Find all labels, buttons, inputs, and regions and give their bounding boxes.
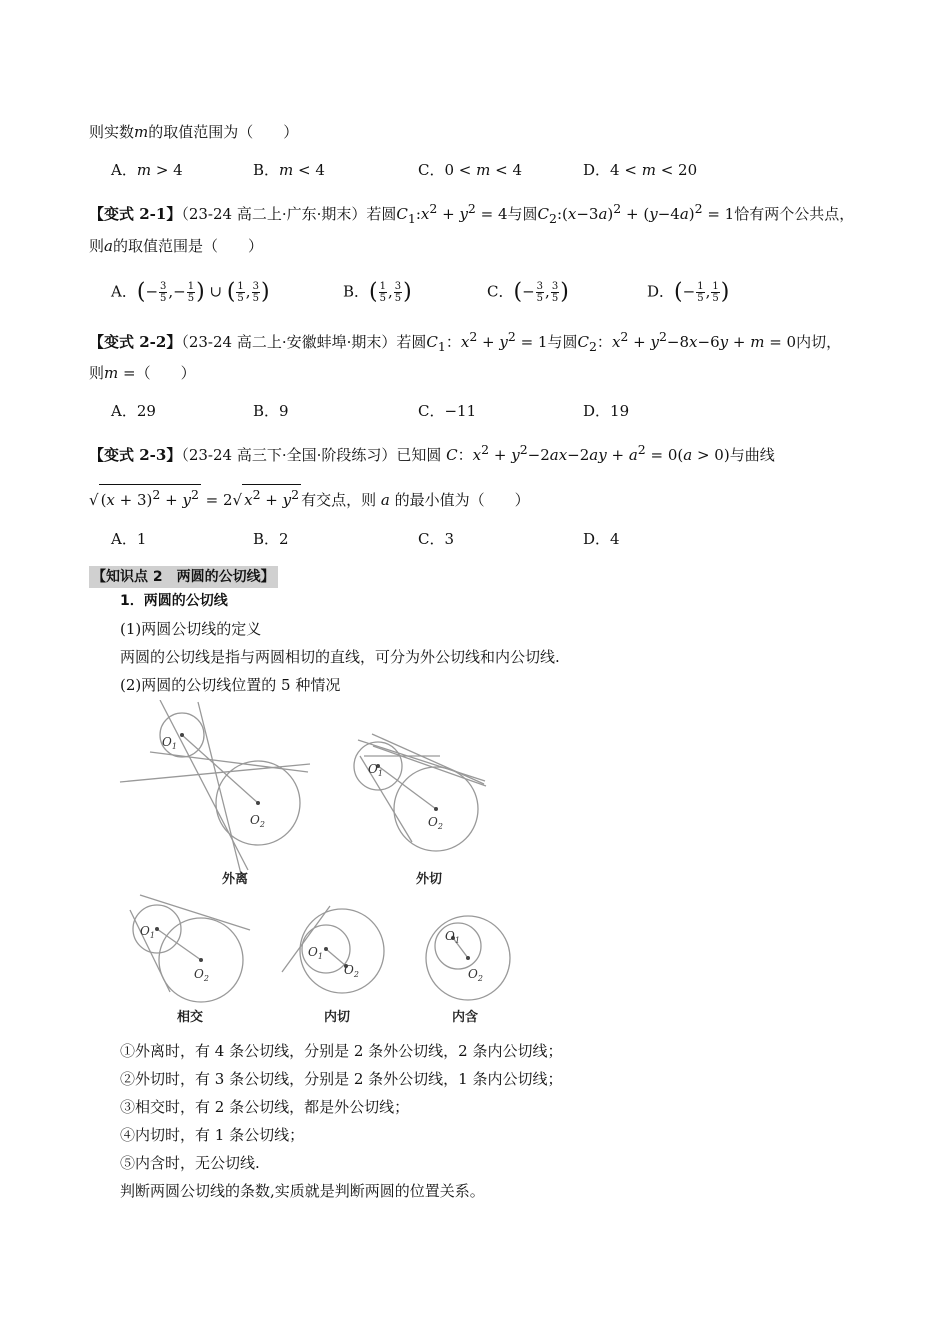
question-2-1-line1: 【变式 2-1】（23-24 高二上·广东·期末）若圆$C_1:x^2 + y^2 = 4$与圆$C_2:(x-3a)^2 + (y-4a)^2 = 1$恰有两个公共点， [89,201,855,226]
option-d: D．4 < m < 20 [583,161,698,179]
svg-text:O2: $O_2$ [194,967,209,983]
definition-title: (1)两圆公切线的定义 [120,620,262,638]
tangent-lines-figure [110,700,530,1040]
option-c: C．0 < m < 4 [418,161,523,179]
figure-separate [120,700,310,878]
option-b: B．( $\frac{1}{5}$ , $\frac{3}{5}$ ) [343,279,412,305]
svg-text:内含: 内含 [452,1010,479,1025]
option-c: C．3 [418,530,455,548]
svg-text:O1: $O_1$ [368,762,383,778]
question-2-3-line1: 【变式 2-3】（23-24 高三下·全国·阶段练习）已知圆 C：$x^2 + y^2-2ax-2ay + a^2 = 0(a > 0)$与曲线 [89,442,775,464]
definition-text: 两圆的公切线是指与两圆相切的直线，可分为外公切线和内公切线. [120,648,560,666]
section-title: 【知识点 2 两圆的公切线】 [89,566,278,588]
figure-tangent-inner [282,906,384,993]
option-d: D．19 [583,402,630,420]
option-b: B．9 [253,402,289,420]
svg-text:O1: $O_1$ [445,929,460,945]
svg-text:O1: $O_1$ [162,735,177,751]
list-item: ②外切时，有 3 条公切线，分别是 2 条外公切线，1 条内公切线； [120,1070,563,1088]
svg-text:O1: $O_1$ [308,945,323,961]
svg-text:O2: $O_2$ [428,815,443,831]
option-d: D．(− $\frac{1}{5}$ , $\frac{1}{5}$ ) [647,279,730,305]
svg-text:外切: 外切 [416,872,443,887]
svg-text:O2: $O_2$ [468,967,483,983]
svg-text:外离: 外离 [222,872,249,887]
svg-text:内切: 内切 [324,1010,351,1025]
option-a: A．29 [111,402,156,420]
option-a: A．(− $\frac{3}{5}$ ,− $\frac{1}{5}$ ) ∪ ( $\frac{1}{5}$ , $\frac{3}{5}$ ) [111,279,270,305]
question-2-2-line2: 则m =（ ） [89,364,196,382]
svg-text:O2: $O_2$ [344,963,359,979]
option-c: C．−11 [418,402,477,420]
list-item: ①外离时，有 4 条公切线，分别是 2 条外公切线，2 条内公切线； [120,1042,563,1060]
subsection-title: 1．两圆的公切线 [120,593,228,609]
cases-title: (2)两圆的公切线位置的 5 种情况 [120,676,341,694]
figure-tangent-outer [354,734,486,851]
svg-text:相交: 相交 [177,1010,204,1025]
option-d: D．4 [583,530,620,548]
question-2-3-line2: √ $(x + 3)^2 + y^2 = 2√$ $x^2 + y^2$ 有交点，则 a 的最小值为（ ） [89,484,530,510]
option-b: B．m < 4 [253,161,325,179]
figure-intersect [130,895,250,1002]
option-c: C．(− $\frac{3}{5}$ , $\frac{3}{5}$ ) [487,279,569,305]
question-stem: 则实数m的取值范围为（ ） [89,123,299,141]
list-item: ③相交时，有 2 条公切线，都是外公切线； [120,1098,410,1116]
list-item: ⑤内含时，无公切线. [120,1154,260,1172]
question-2-1-line2: 则a的取值范围是（ ） [89,237,263,255]
option-a: A．1 [111,530,147,548]
option-a: A．m > 4 [111,161,183,179]
svg-text:O1: $O_1$ [140,924,155,940]
list-item: ④内切时，有 1 条公切线； [120,1126,305,1144]
svg-text:O2: $O_2$ [250,813,265,829]
conclusion-text: 判断两圆公切线的条数,实质就是判断两圆的位置关系。 [120,1182,485,1200]
question-2-2-line1: 【变式 2-2】（23-24 高二上·安徽蚌埠·期末）若圆$C_1$：$x^2 + y^2 = 1$与圆$C_2$：$x^2 + y^2-8x-6y + m = 0$内切， [89,329,842,354]
option-b: B．2 [253,530,289,548]
